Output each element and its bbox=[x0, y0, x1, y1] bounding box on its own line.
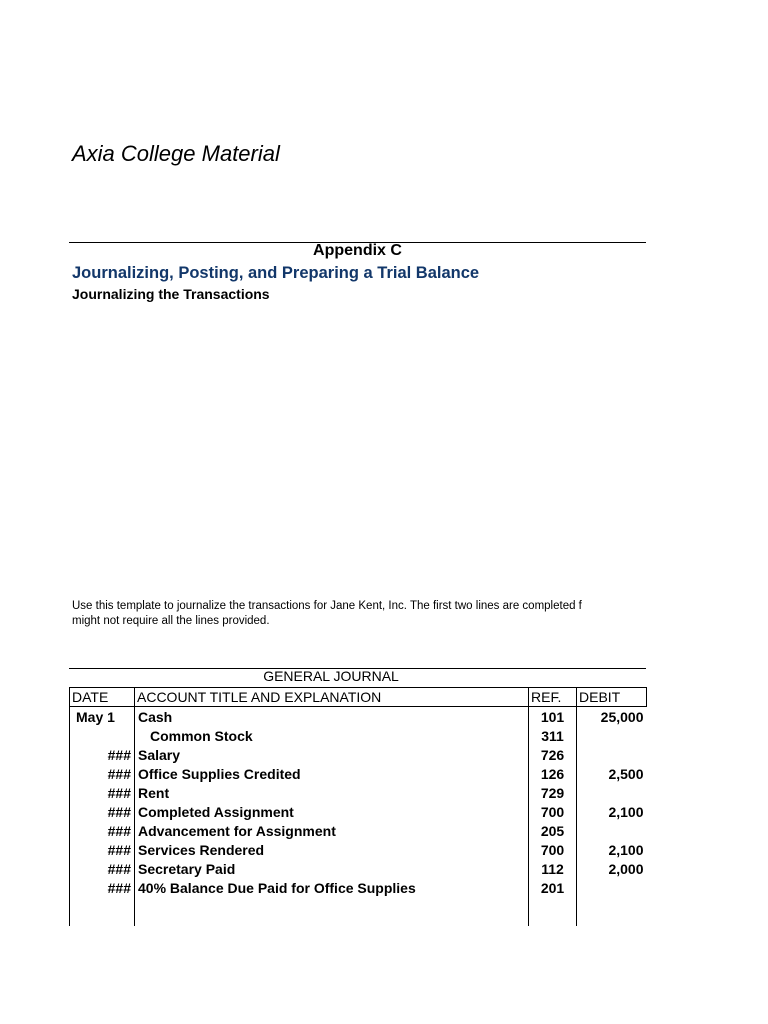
ref-cell[interactable]: 205 bbox=[529, 821, 577, 840]
debit-cell[interactable]: 2,100 bbox=[577, 802, 647, 821]
general-journal-table bbox=[69, 687, 647, 926]
instructions-line-1: Use this template to journalize the transactions for Jane Kent, Inc. The first two lines are completed f bbox=[72, 600, 582, 612]
ref-cell[interactable]: 311 bbox=[529, 726, 577, 745]
date-cell[interactable] bbox=[70, 897, 135, 926]
table-row bbox=[70, 821, 647, 840]
account-cell[interactable] bbox=[135, 897, 529, 926]
ref-cell[interactable]: 201 bbox=[529, 878, 577, 897]
table-row bbox=[70, 840, 647, 859]
account-cell[interactable]: Office Supplies Credited bbox=[135, 764, 529, 783]
date-cell[interactable]: ### bbox=[70, 821, 135, 840]
account-cell[interactable]: Salary bbox=[135, 745, 529, 764]
date-cell[interactable]: ### bbox=[70, 783, 135, 802]
journal-title: GENERAL JOURNAL bbox=[263, 668, 399, 684]
table-row bbox=[70, 764, 647, 783]
journal-header-row bbox=[70, 688, 647, 707]
debit-cell[interactable] bbox=[577, 783, 647, 802]
ref-cell[interactable]: 700 bbox=[529, 802, 577, 821]
column-header-ref: REF. bbox=[529, 688, 577, 707]
column-header-date: DATE bbox=[70, 688, 135, 707]
ref-cell[interactable]: 112 bbox=[529, 859, 577, 878]
debit-cell[interactable] bbox=[577, 897, 647, 926]
debit-cell[interactable] bbox=[577, 821, 647, 840]
table-row bbox=[70, 783, 647, 802]
account-cell[interactable]: 40% Balance Due Paid for Office Supplies bbox=[135, 878, 529, 897]
column-header-account: ACCOUNT TITLE AND EXPLANATION bbox=[135, 688, 529, 707]
table-row bbox=[70, 859, 647, 878]
account-cell[interactable]: Advancement for Assignment bbox=[135, 821, 529, 840]
date-cell[interactable]: ### bbox=[70, 745, 135, 764]
ref-cell[interactable] bbox=[529, 897, 577, 926]
instructions bbox=[72, 599, 646, 629]
ref-cell[interactable]: 729 bbox=[529, 783, 577, 802]
table-row bbox=[70, 802, 647, 821]
debit-cell[interactable]: 2,500 bbox=[577, 764, 647, 783]
debit-cell[interactable] bbox=[577, 745, 647, 764]
date-cell[interactable]: May 1 bbox=[70, 707, 135, 727]
table-row bbox=[70, 745, 647, 764]
college-header: Axia College Material bbox=[72, 141, 280, 166]
table-row bbox=[70, 878, 647, 897]
account-cell[interactable]: Completed Assignment bbox=[135, 802, 529, 821]
date-cell[interactable] bbox=[70, 726, 135, 745]
date-cell[interactable]: ### bbox=[70, 878, 135, 897]
page-subtitle: Journalizing the Transactions bbox=[72, 286, 270, 302]
debit-cell[interactable] bbox=[577, 878, 647, 897]
date-cell[interactable]: ### bbox=[70, 859, 135, 878]
debit-cell[interactable]: 2,100 bbox=[577, 840, 647, 859]
appendix-label: Appendix C bbox=[313, 242, 402, 259]
account-cell[interactable]: Cash bbox=[135, 707, 529, 727]
table-row-empty bbox=[70, 897, 647, 926]
date-cell[interactable]: ### bbox=[70, 802, 135, 821]
ref-cell[interactable]: 126 bbox=[529, 764, 577, 783]
date-cell[interactable]: ### bbox=[70, 764, 135, 783]
table-row bbox=[70, 726, 647, 745]
ref-cell[interactable]: 101 bbox=[529, 707, 577, 727]
debit-cell[interactable]: 2,000 bbox=[577, 859, 647, 878]
ref-cell[interactable]: 726 bbox=[529, 745, 577, 764]
page-title: Journalizing, Posting, and Preparing a Trial Balance bbox=[72, 264, 480, 282]
debit-cell[interactable]: 25,000 bbox=[577, 707, 647, 727]
table-row bbox=[70, 707, 647, 727]
instructions-line-2: might not require all the lines provided. bbox=[72, 615, 270, 627]
column-header-debit: DEBIT bbox=[577, 688, 647, 707]
debit-cell[interactable] bbox=[577, 726, 647, 745]
account-cell[interactable]: Services Rendered bbox=[135, 840, 529, 859]
date-cell[interactable]: ### bbox=[70, 840, 135, 859]
account-cell[interactable]: Common Stock bbox=[135, 726, 529, 745]
ref-cell[interactable]: 700 bbox=[529, 840, 577, 859]
account-cell[interactable]: Secretary Paid bbox=[135, 859, 529, 878]
account-cell[interactable]: Rent bbox=[135, 783, 529, 802]
